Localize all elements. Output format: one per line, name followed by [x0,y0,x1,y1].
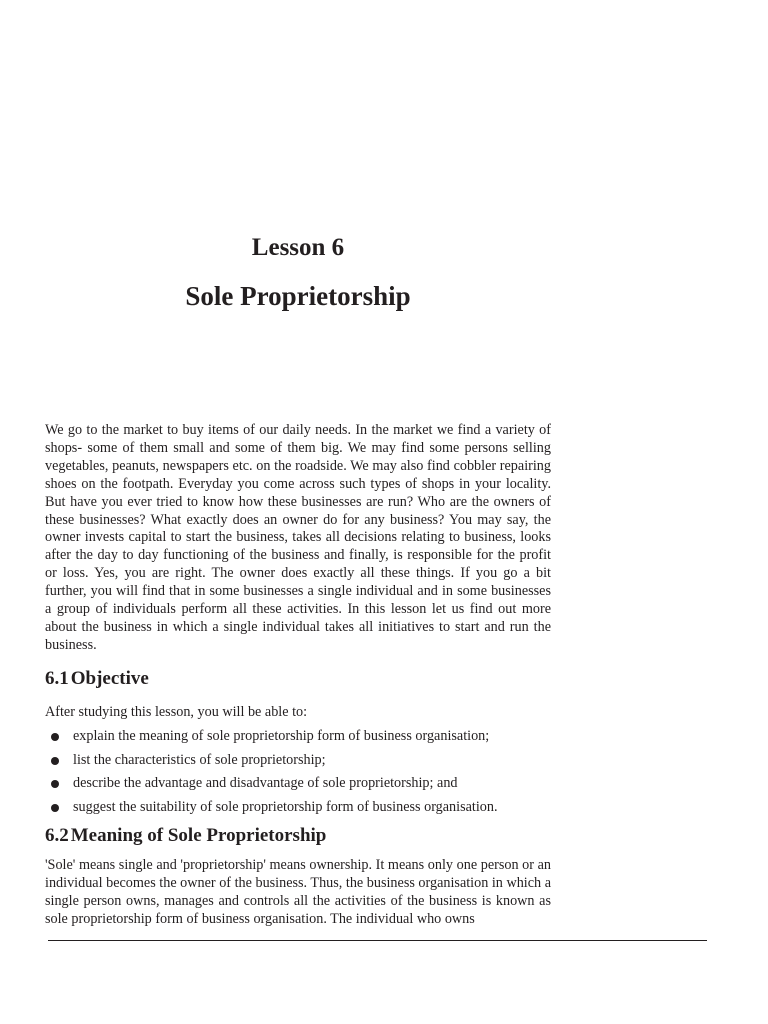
section-heading-objective [45,667,149,691]
lesson-number: Lesson 6 [251,234,345,261]
bullet-icon [51,757,59,765]
list-item [45,772,565,796]
list-item [45,725,565,749]
list-item-text: describe the advantage and disadvantage of sole proprietorship; and [73,775,458,791]
meaning-paragraph: 'Sole' means single and 'proprietorship' means ownership. It means only one person or an individual becomes the owner of the business. Thus, the business organisation in which a single person owns, manages and controls all the activities of the business is known as sole proprietorship form of business organisation. The individual who owns [45,857,551,927]
footer-divider [48,940,707,941]
lesson-title: Sole Proprietorship [185,281,411,311]
section-title: Objective [70,668,149,689]
section-number: 6.2 [45,825,69,846]
objective-list [45,725,565,819]
section-number: 6.1 [45,668,69,689]
list-item-text: suggest the suitability of sole proprietorship form of business organisation. [73,798,498,815]
section-title: Meaning of Sole Proprietorship [70,825,327,846]
bullet-icon [51,733,59,741]
bullet-icon [51,804,59,812]
bullet-icon [51,780,59,788]
objective-lead: After studying this lesson, you will be able to: [45,704,308,720]
list-item [45,796,565,820]
list-item-text: list the characteristics of sole proprietorship; [73,751,326,768]
list-item [45,749,565,773]
list-item-text: explain the meaning of sole proprietorship form of business organisation; [73,728,490,744]
intro-paragraph: We go to the market to buy items of our daily needs. In the market we find a variety of shops- some of them small and some of them big. We may find some persons selling vegetables, peanuts, newspapers etc. on the roadside. We may also find cobbler repairing shoes on the footpath. Everyday you come across such types of shops in your locality. But have you ever tried to know how these businesses are run? Who are the owners of these businesses? What exactly does an owner do for any business? You may say, the owner invests capital to start the business, takes all decisions relating to business, looks after the day to day functioning of the business and finally, is responsible for the profit or loss. Yes, you are right. The owner does exactly all these things. If you go a bit further, you will find that in some businesses a single individual and in some businesses a group of individuals perform all these activities. In this lesson let us find out more about the business in which a single individual takes all initiatives to start and run the business. [45,422,551,653]
section-heading-meaning [45,824,326,848]
